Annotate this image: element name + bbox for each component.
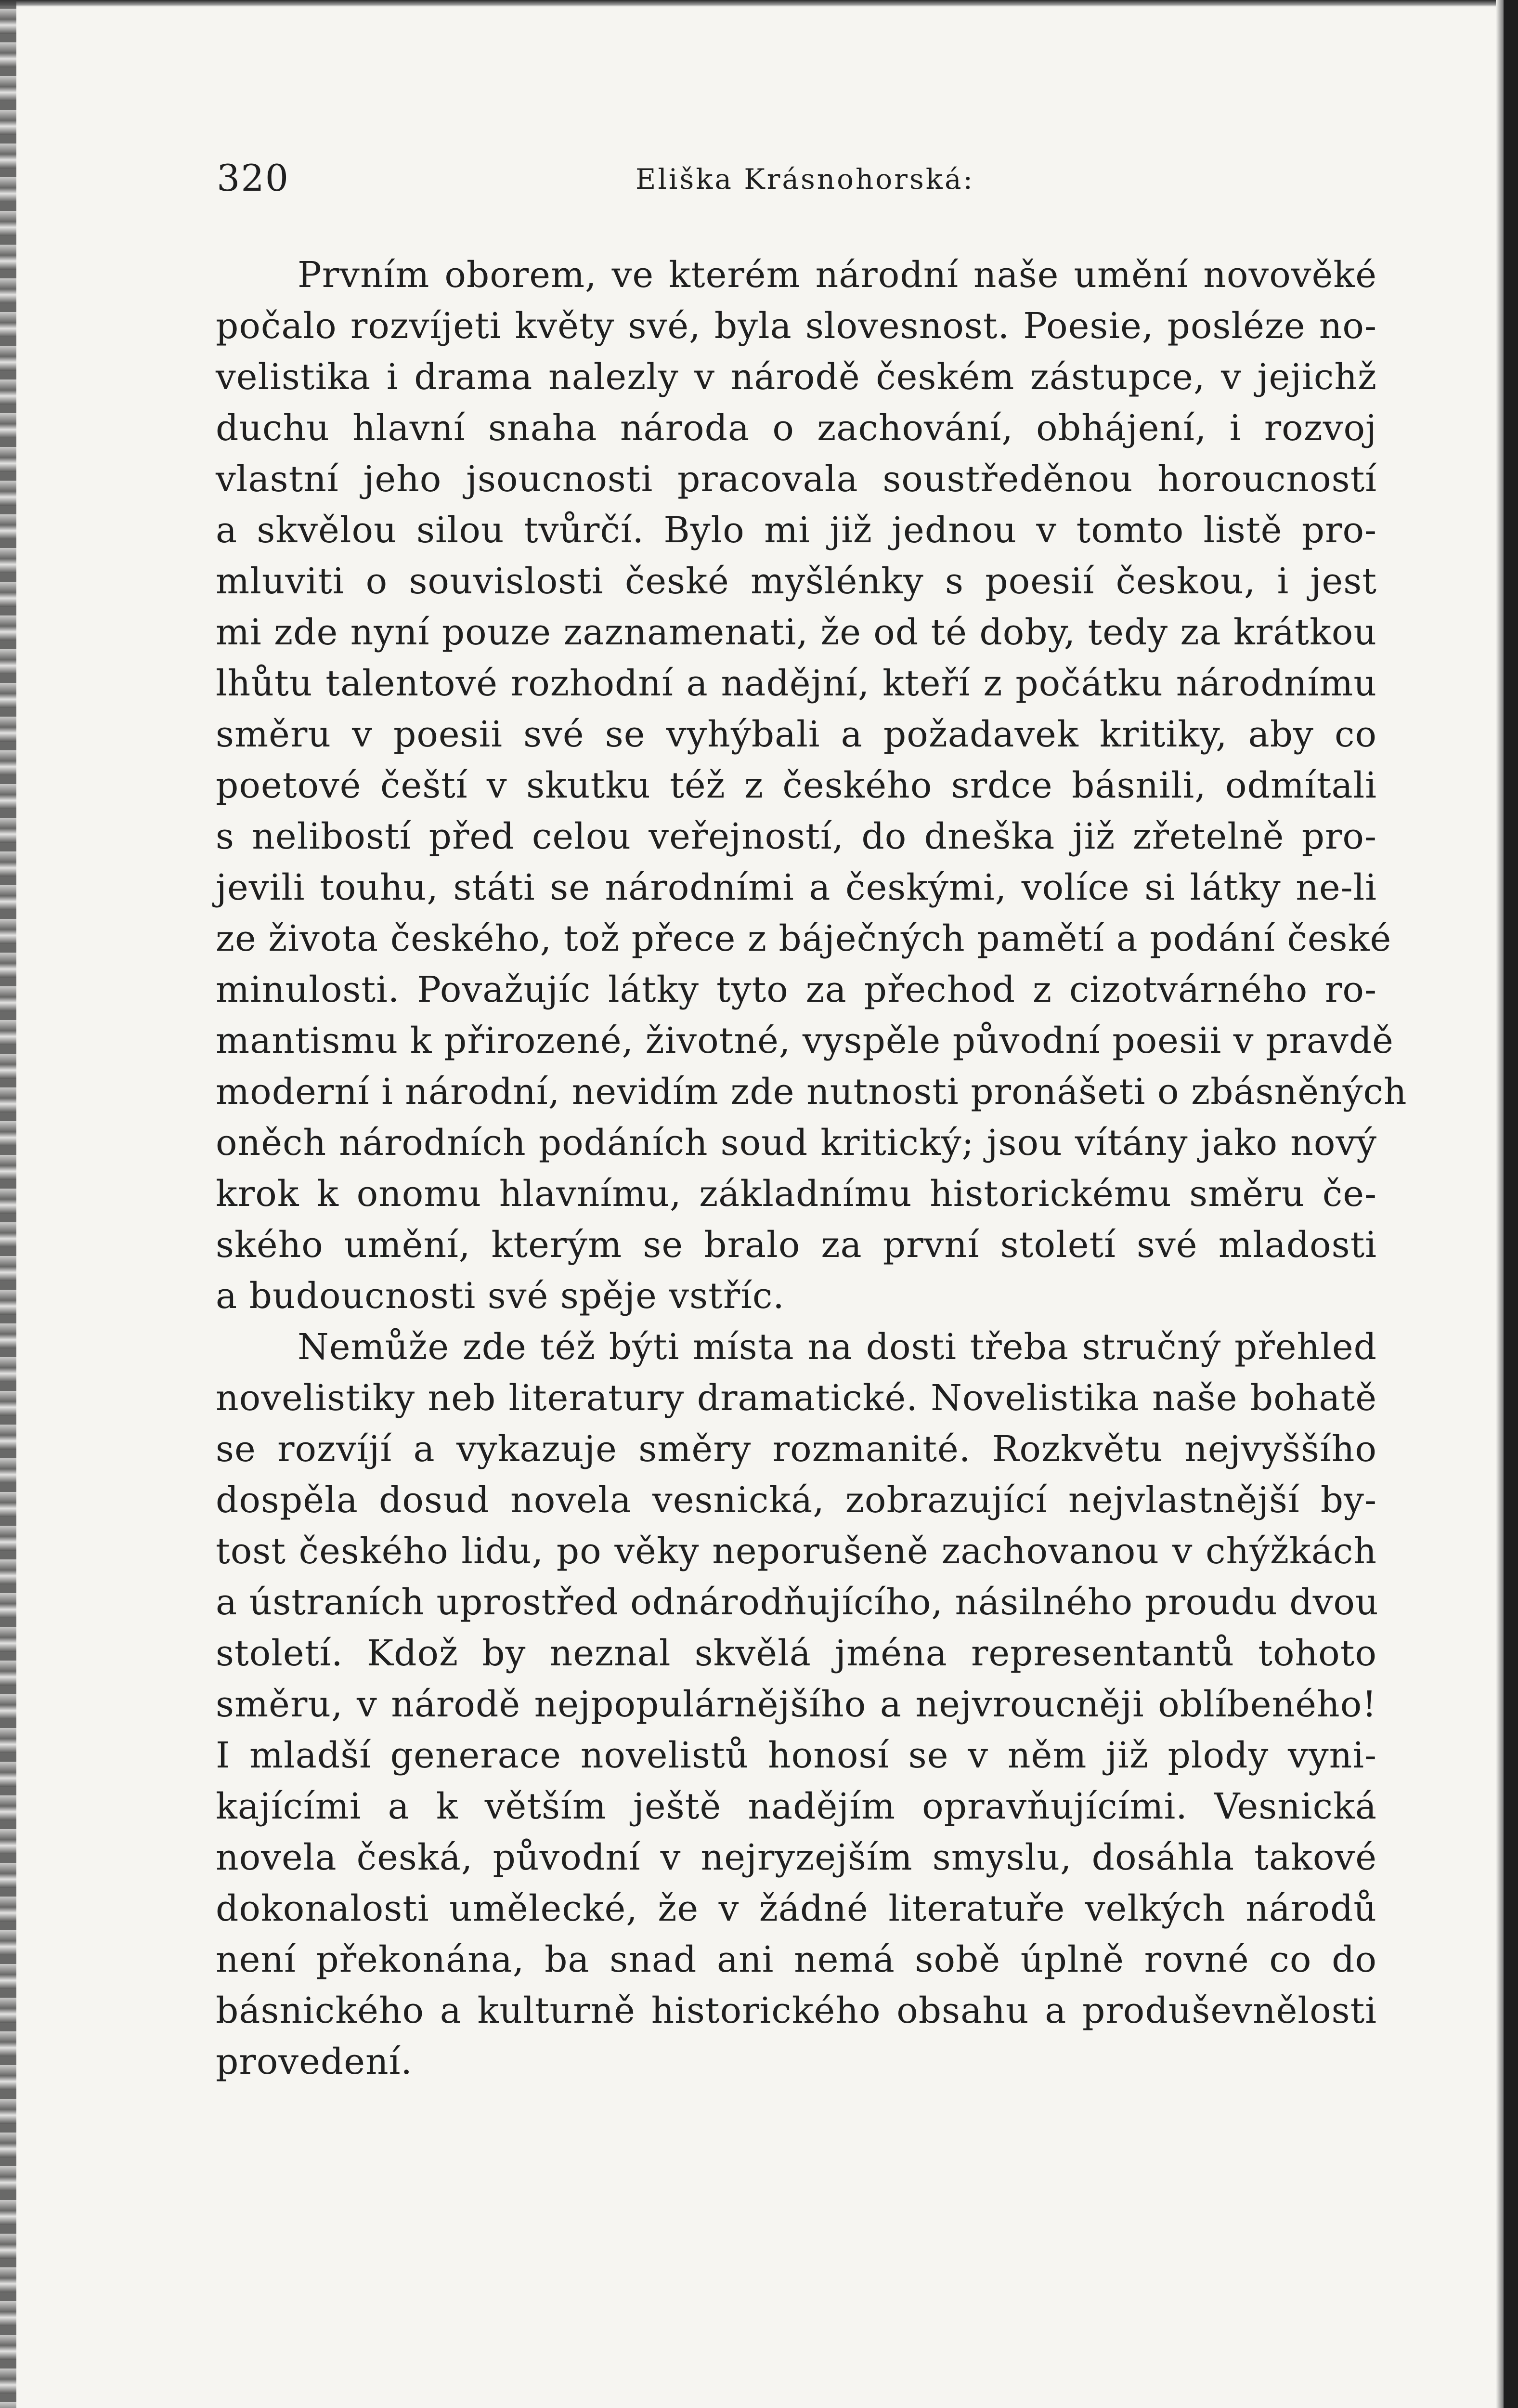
paragraph	[216, 249, 1407, 1322]
text-line: není překonána, ba snad ani nemá sobě úplně rovné co do	[216, 1939, 1377, 1980]
text-line: dokonalosti umělecké, že v žádné literatuře velkých národů	[216, 1888, 1377, 1929]
text-line: ského umění, kterým se bralo za první století své mladosti	[216, 1224, 1377, 1266]
text-line: duchu hlavní snaha národa o zachování, obhájení, i rozvoj	[216, 407, 1377, 449]
scan-right-shadow	[1496, 0, 1504, 2408]
text-line: mantismu k přirozené, životné, vyspěle původní poesii v pravdě	[216, 1020, 1394, 1061]
text-line: dospěla dosud novela vesnická, zobrazující nejvlastnější by-	[216, 1479, 1377, 1521]
text-line: ze života českého, tož přece z báječných pamětí a podání české	[216, 918, 1392, 959]
text-line: mi zde nyní pouze zaznamenati, že od té doby, tedy za krátkou	[216, 612, 1377, 653]
text-line: poetové čeští v skutku též z českého srdce básnili, odmítali	[216, 765, 1377, 806]
text-line: oněch národních podáních soud kritický; jsou vítány jako nový	[216, 1122, 1377, 1164]
text-line: lhůtu talentové rozhodní a nadějní, kteří z počátku národnímu	[216, 663, 1377, 704]
text-line: počalo rozvíjeti květy své, byla slovesnost. Poesie, posléze no-	[216, 305, 1377, 347]
body-text	[216, 249, 1407, 2087]
scan-right-edge	[1504, 0, 1518, 2408]
text-line: vlastní jeho jsoucnosti pracovala soustředěnou horoucností	[216, 458, 1377, 500]
scan-left-edge	[0, 0, 16, 2408]
text-line: Prvním oborem, ve kterém národní naše umění novověké	[298, 254, 1377, 296]
text-line: kajícími a k větším ještě nadějím opravňujícími. Vesnická	[216, 1786, 1377, 1827]
text-line: novela česká, původní v nejryzejším smyslu, dosáhla takové	[216, 1837, 1377, 1878]
running-title: Eliška Krásnohorská:	[636, 163, 975, 196]
text-line: minulosti. Považujíc látky tyto za přechod z cizotvárného ro-	[216, 969, 1377, 1010]
text-line: básnického a kulturně historického obsahu a produševnělosti	[216, 1990, 1377, 2031]
text-line: tost českého lidu, po věky neporušeně zachovanou v chýžkách	[216, 1531, 1377, 1572]
page-number: 320	[217, 157, 290, 199]
text-line: a budoucnosti své spěje vstříc.	[216, 1275, 785, 1317]
text-line: století. Kdož by neznal skvělá jména representantů tohoto	[216, 1633, 1377, 1674]
text-line: mluviti o souvislosti české myšlénky s poesií českou, i jest	[216, 561, 1377, 602]
text-line: směru, v národě nejpopulárnějšího a nejvroucněji oblíbeného!	[216, 1684, 1377, 1725]
text-line: velistika i drama nalezly v národě českém zástupce, v jejichž	[216, 356, 1377, 398]
text-line: provedení.	[216, 2041, 413, 2082]
text-line: I mladší generace novelistů honosí se v něm již plody vyni-	[216, 1735, 1377, 1776]
text-line: Nemůže zde též býti místa na dosti třeba stručný přehled	[298, 1326, 1377, 1368]
scan-top-edge	[0, 0, 1518, 7]
paragraph	[216, 1322, 1377, 2087]
running-head	[217, 154, 1440, 212]
text-line: a ústraních uprostřed odnárodňujícího, násilného proudu dvou	[216, 1582, 1379, 1623]
text-line: moderní i národní, nevidím zde nutnosti pronášeti o zbásněných	[216, 1071, 1407, 1112]
text-line: jevili touhu, státi se národními a českými, volíce si látky ne-li	[216, 867, 1377, 908]
text-line: s nelibostí před celou veřejností, do dneška již zřetelně pro-	[216, 816, 1377, 857]
text-line: novelistiky neb literatury dramatické. Novelistika naše bohatě	[216, 1377, 1377, 1419]
text-line: se rozvíjí a vykazuje směry rozmanité. Rozkvětu nejvyššího	[216, 1428, 1377, 1470]
text-line: krok k onomu hlavnímu, základnímu historickému směru če-	[216, 1173, 1377, 1215]
text-line: směru v poesii své se vyhýbali a požadavek kritiky, aby co	[216, 714, 1377, 755]
text-line: a skvělou silou tvůrčí. Bylo mi již jednou v tomto listě pro-	[216, 510, 1377, 551]
